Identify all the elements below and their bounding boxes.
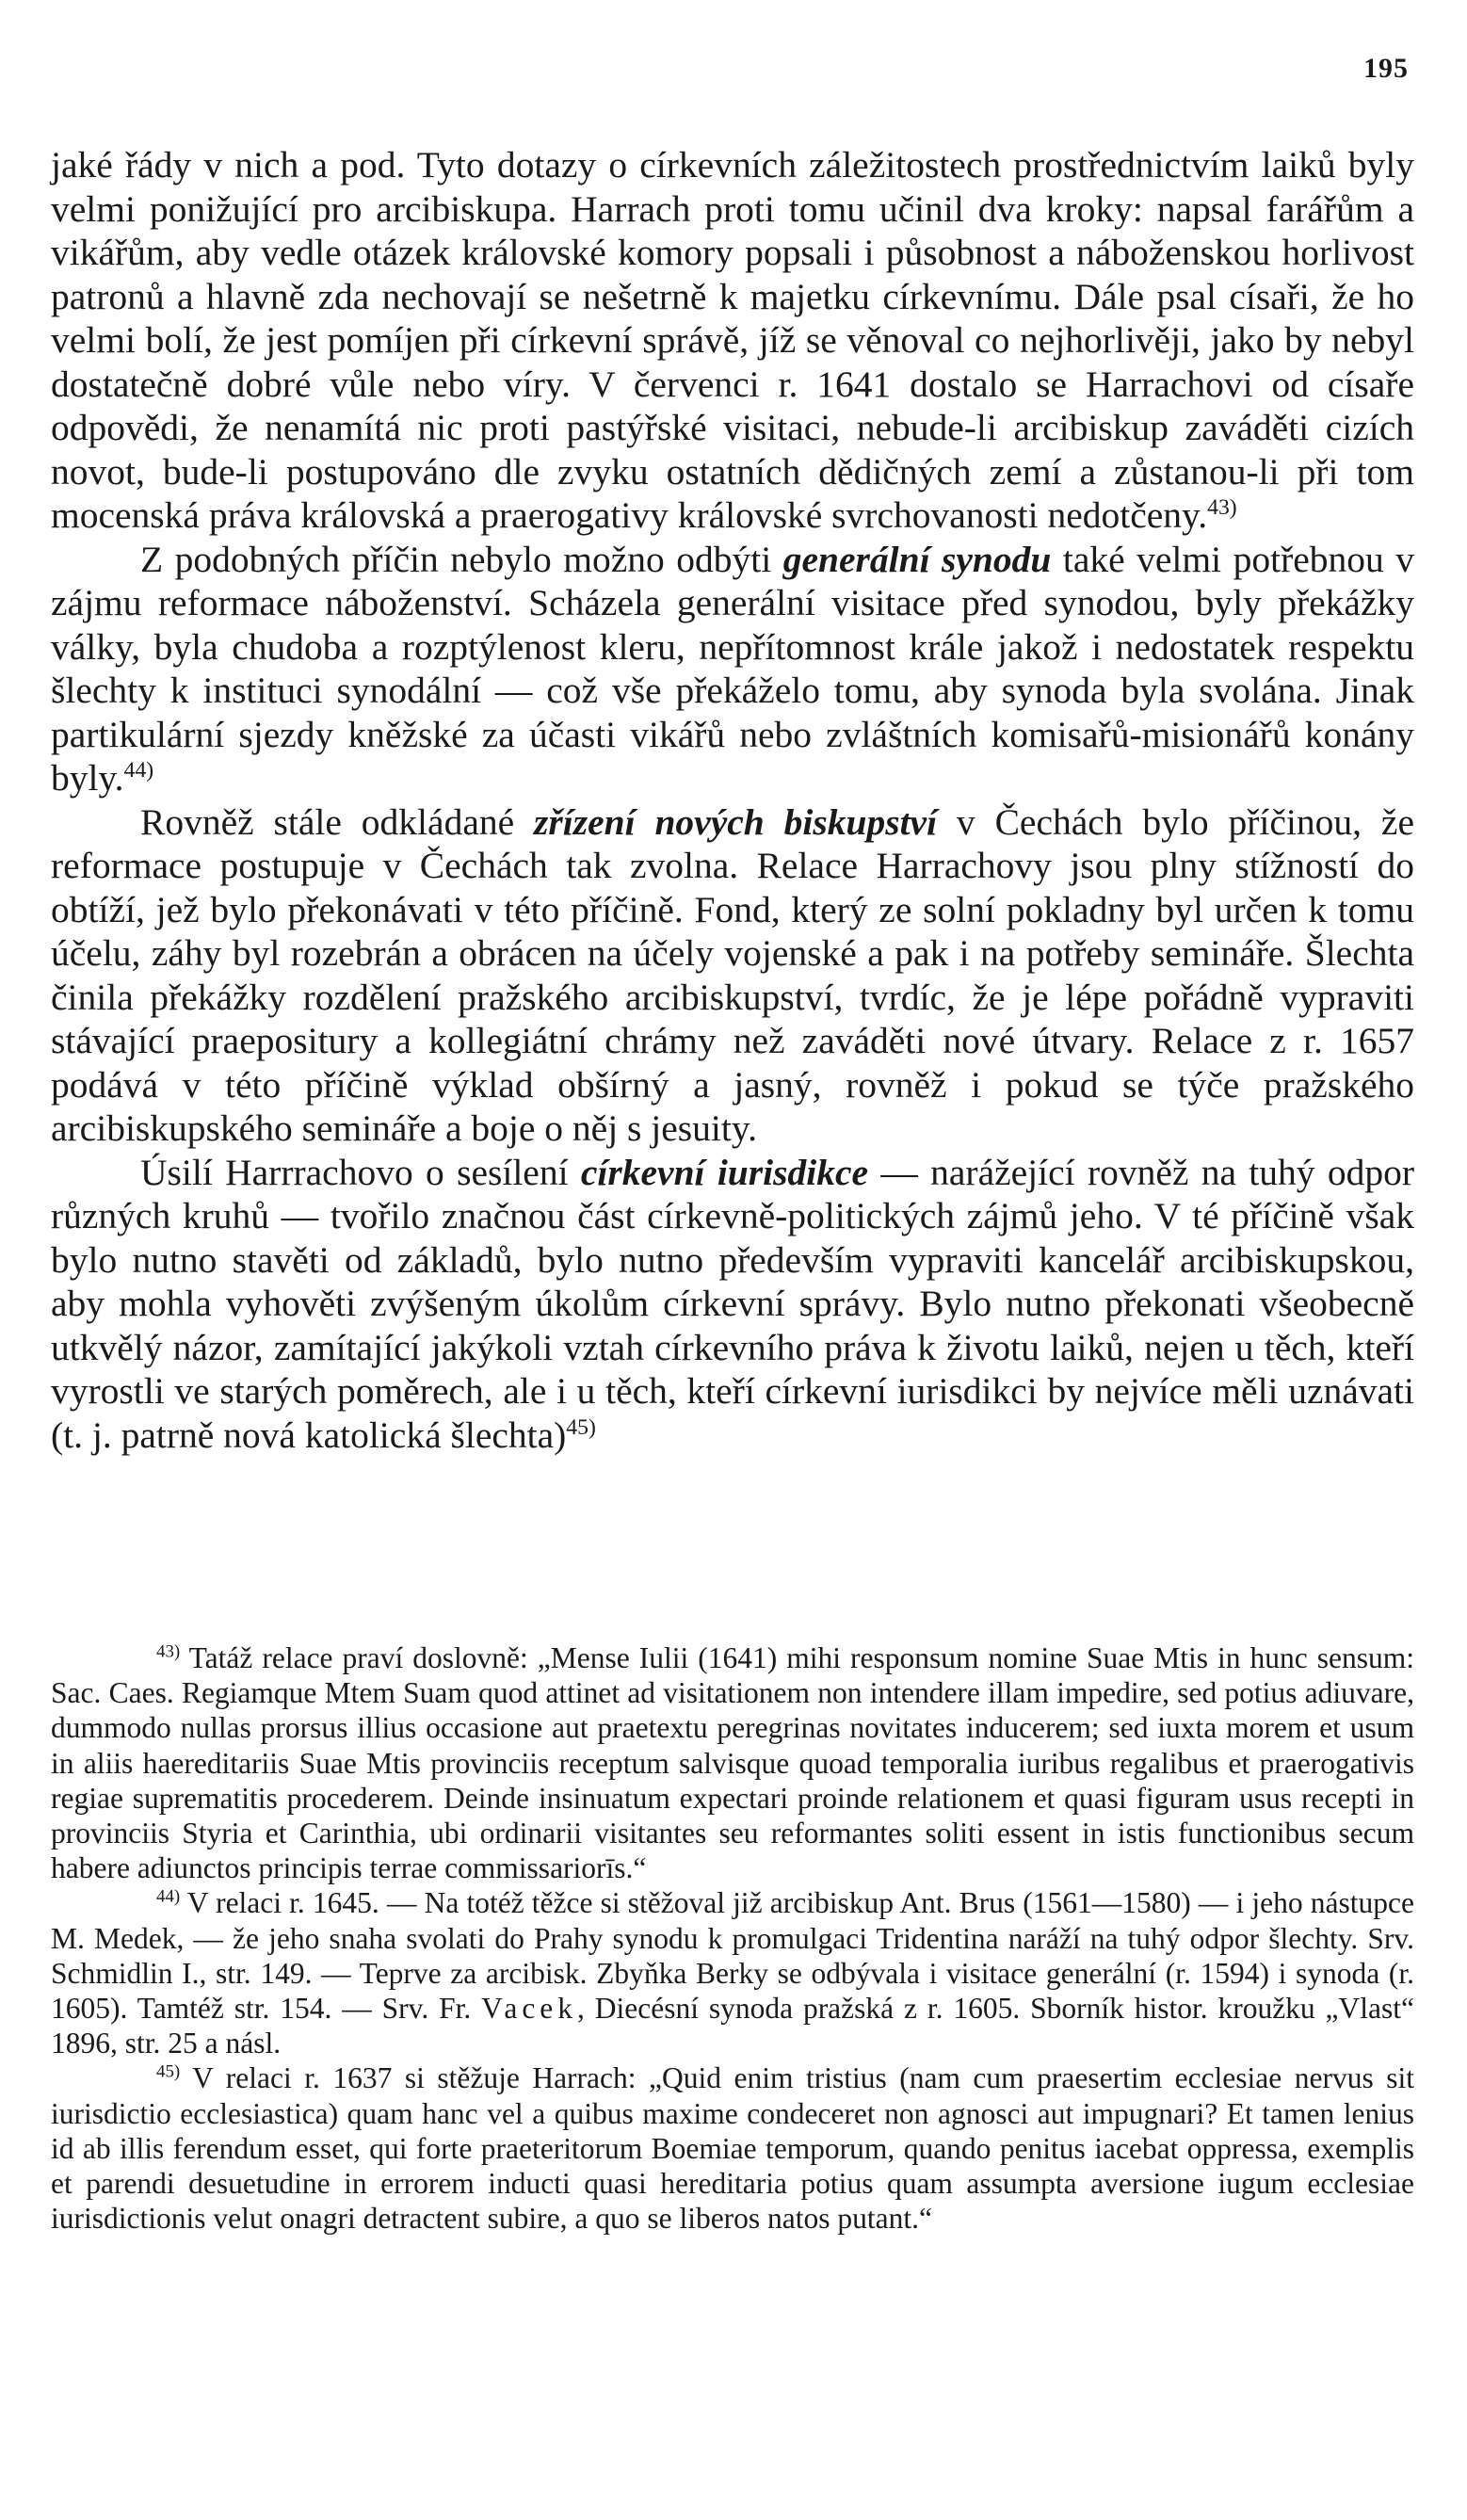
paragraph-1 xyxy=(51,143,1414,538)
footnote-marker-45: 45) xyxy=(156,2061,181,2082)
paragraph-3-text-end: v Čechách bylo příčinou, že reformace postupuje v Čechách tak zvolna. Relace Harrachovy jsou plny stížností do obtíží, jež bylo překonávati v této příčině. Fond, který ze solní pokladny byl určen k tomu účelu, záhy byl rozebrán a obrácen na účely vojenské a pak i na potřeby semináře. Šlechta činila překážky rozdělení pražského arcibiskupství, tvrdíc, že je lépe pořádně vypraviti stávající praepositury a kollegiátní chrámy než zaváděti nové útvary. Relace z r. 1657 podává v této příčině výklad obšírný a jasný, rovněž i pokud se týče pražského arcibiskupského semináře a boje o něj s jesuity. xyxy=(51,800,1414,1149)
footnote-44-author: Vacek xyxy=(481,1992,578,2026)
paragraph-4-text-end: — narážející rovněž na tuhý odpor různých kruhů — tvořilo značnou část církevně-politických zájmů jeho. V té příčině však bylo nutno stavěti od základů, bylo nutno především vypraviti kancelář arcibiskupskou, aby mohla vyhověti zvýšeným úkolům církevní správy. Bylo nutno překonati všeobecně utkvělý názor, zamítající jakýkoli vztah církevního práva k životu laiků, nejen u těch, kteří vyrostli ve starých poměrech, ale i u těch, kteří církevní iurisdikci by nejvíce měli uznávati (t. j. patrně nová katolická šlechta) xyxy=(51,1151,1414,1456)
footnote-marker-43: 43) xyxy=(156,1641,181,1662)
highlight-new-bishoprics: zřízení nových biskupství xyxy=(534,800,938,843)
footnote-45-text: V relaci r. 1637 si stěžuje Harrach: „Quid enim tristius (nam cum praesertim ecclesiae nervus sit iurisdictio ecclesiastica) quam hanc vel a quibus maxime condeceret non agnosci aut impugnari? Et tamen lenius id ab illis ferendum esset, qui forte praeteritorum Boemiae temporum, quando penitus iacebat oppressa, exemplis et parendi desuetudine in errorem inducti quasi hereditaria potius quam assumpta aversione iugum ecclesiae iurisdictionis velut onagri detractent subire, a quo se liberos natos putant.“ xyxy=(51,2061,1414,2236)
footnote-44-text-start: V relaci r. 1645. — Na totéž těžce si stěžoval již arcibiskup Ant. Brus (1561—1580) — i jeho nástupce M. Medek, — že jeho snaha svolati do Prahy synodu k promulgaci Tridentina naráží na tuhý odpor šlechty. Srv. Schmidlin I., str. 149. — Teprve za arcibisk. Zbyňka Berky se odbývala i visitace generální (r. 1594) i synoda (r. 1605). Tamtéž str. 154. — Srv. Fr. xyxy=(51,1886,1414,2026)
footnote-45 xyxy=(51,2060,1414,2236)
page-number: 195 xyxy=(1363,53,1409,84)
paragraph-3-text-start: Rovněž stále odkládané xyxy=(140,800,535,843)
highlight-church-jurisdiction: církevní iurisdikce xyxy=(580,1151,869,1193)
paragraph-3 xyxy=(51,800,1414,1151)
main-text xyxy=(51,143,1414,1457)
footnote-44 xyxy=(51,1885,1414,2060)
footnote-ref-44: 44) xyxy=(123,757,154,783)
paragraph-4 xyxy=(51,1151,1414,1458)
footnote-43 xyxy=(51,1640,1414,1885)
footnote-ref-43: 43) xyxy=(1207,494,1237,520)
paragraph-2-text-start: Z podobných příčin nebylo možno odbýti xyxy=(140,538,783,580)
footnote-ref-45: 45) xyxy=(566,1414,596,1440)
footnote-43-text: Tatáž relace praví doslovně: „Mense Iulii (1641) mihi responsum nomine Suae Mtis in hunc sensum: Sac. Caes. Regiamque Mtem Suam quod attinet ad visitationem non intendere illam impedire, sed potius adiuvare, dummodo nullas prorsus illius occasione aut praetextu peregrinas novitates inducerem; sed iuxta morem et usum in aliis haereditariis Suae Mtis provinciis receptum salvisque quoad temporalia iuribus regalibus et praerogativis regiae suprematitis procederem. Deinde insinuatum expectari proinde relationem et quasi figuram usus recepti in provinciis Styria et Carinthia, ubi ordinarii visitantes seu reformantes soliti essent in istis functionibus secum habere adiunctos principis terrae commissariorīs.“ xyxy=(51,1641,1414,1885)
footnotes xyxy=(51,1640,1414,2236)
paragraph-2-text-end: také velmi potřebnou v zájmu reformace náboženství. Scházela generální visitace před synodou, byly překážky války, byla chudoba a rozptýlenost kleru, nepřítomnost krále jakož i nedostatek respektu šlechty k instituci synodální — což vše překáželo tomu, aby synoda byla svolána. Jinak partikulární sjezdy kněžské za účasti vikářů nebo zvláštních komisařů-misionářů konány byly. xyxy=(51,538,1414,799)
footnote-44-text-end: , Diecésní synoda pražská z r. 1605. Sborník histor. kroužku „Vlast“ 1896, str. 25 a násl. xyxy=(51,1992,1414,2060)
paragraph-1-text: jaké řády v nich a pod. Tyto dotazy o církevních záležitostech prostřednictvím laiků byly velmi ponižující pro arcibiskupa. Harrach proti tomu učinil dva kroky: napsal farářům a vikářům, aby vedle otázek královské komory popsali i působnost a náboženskou horlivost patronů a hlavně zda nechovají se nešetrně k majetku církevnímu. Dále psal císaři, že ho velmi bolí, že jest pomíjen při církevní správě, jíž se věnoval co nejhorlivěji, jako by nebyl dostatečně dobré vůle nebo víry. V červenci r. 1641 dostalo se Harrachovi od císaře odpovědi, že nenamítá nic proti pastýřské visitaci, nebude-li arcibiskup zaváděti cizích novot, bude-li postupováno dle zvyku ostatních dědičných zemí a zůstanou-li při tom mocenská práva královská a praerogativy královské svrchovanosti nedotčeny. xyxy=(51,144,1414,536)
paragraph-4-text-start: Úsilí Harrrachovo o sesílení xyxy=(140,1151,581,1193)
paragraph-2 xyxy=(51,538,1414,800)
highlight-general-synod: generální synodu xyxy=(782,538,1052,580)
footnote-marker-44: 44) xyxy=(156,1886,181,1907)
